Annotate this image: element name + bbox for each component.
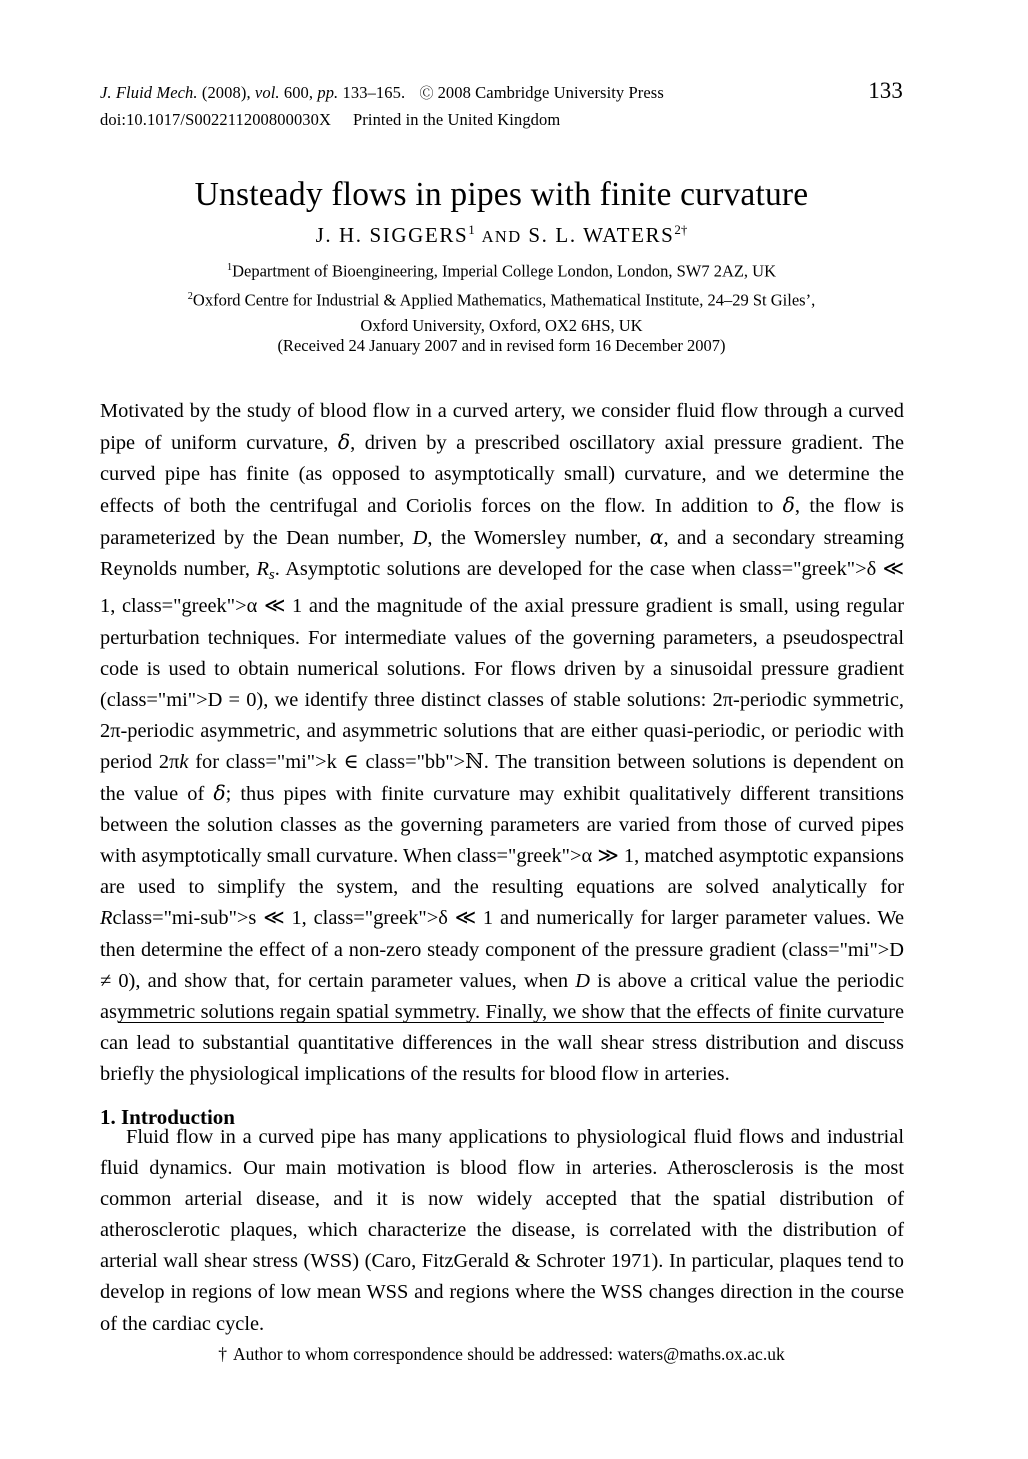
affiliation-2-text: Oxford Centre for Industrial & Applied Mathematics, Mathematical Institute, 24–29 St Giles’,	[192, 290, 816, 310]
affiliation-2	[100, 284, 903, 313]
affiliation-1-marker: 1	[226, 262, 233, 273]
author-first-affiliation-marker: 1	[468, 222, 475, 237]
section-heading-introduction: 1. Introduction	[100, 1105, 235, 1130]
author-second: S. L. WATERS	[528, 223, 675, 247]
printed-in-text: Printed in the United Kingdom	[353, 110, 561, 129]
abstract-paragraph: Motivated by the study of blood flow in a curved artery, we consider fluid flow through a curved pipe of uniform curvature, δ, driven by a prescribed oscillatory axial pressure gradient. The curved pipe has finite (as opposed to asymptotically small) curvature, and we determine the effects of both the centrifugal and Coriolis forces on the flow. In addition to δ, the flow is parameterized by the Dean number, D, the Womersley number, α, and a secondary streaming Reynolds number, Rs. Asymptotic solutions are developed for the case when class="greek">δ ≪ 1, class="greek">α ≪ 1 and the magnitude of the axial pressure gradient is small, using regular perturbation techniques. For intermediate values of the governing parameters, a pseudospectral code is used to obtain numerical solutions. For flows driven by a sinusoidal pressure gradient (class="mi">D = 0), we identify three distinct classes of stable solutions: 2π-periodic symmetric, 2π-periodic asymmetric, and asymmetric solutions that are either quasi-periodic, or periodic with period 2πk for class="mi">k ∈ class="bb">ℕ. The transition between solutions is dependent on the value of δ; thus pipes with finite curvature may exhibit qualitatively different transitions between the solution classes as the governing parameters are varied from those of curved pipes with asymptotically small curvature. When class="greek">α ≫ 1, matched asymptotic expansions are used to simplify the system, and the resulting equations are solved analytically for Rclass="mi-sub">s ≪ 1, class="greek">δ ≪ 1 and numerically for larger parameter values. We then determine the effect of a non-zero steady component of the pressure gradient (class="mi">D ≠ 0), and show that, for certain parameter values, when D is above a critical value the periodic asymmetric solutions regain spatial symmetry. Finally, we show that the effects of finite curvature can lead to substantial quantitative differences in the wall shear stress distribution and discuss briefly the physiological implications of the results for blood flow in arteries.	[100, 400, 905, 1085]
affiliations	[100, 255, 903, 339]
horizontal-rule-divider	[118, 1022, 884, 1023]
pages-label: pp.	[317, 83, 339, 102]
doi-line	[100, 107, 903, 133]
journal-citation-line	[100, 78, 903, 107]
corresponding-author-dagger: †	[680, 222, 688, 237]
journal-citation	[100, 80, 664, 107]
introduction-paragraph: Fluid flow in a curved pipe has many applications to physiological fluid flows and industrial fluid dynamics. Our main motivation is blood flow in arteries. Atherosclerosis is the most common arterial disease, and it is now widely accepted that the spatial distribution of atherosclerotic plaques, which characterize the disease, is correlated with the distribution of arterial wall shear stress (WSS) (Caro, FitzGerald & Schroter 1971). In particular, plaques tend to develop in regions of low mean WSS and regions where the WSS changes direction in the course of the cardiac cycle.	[100, 1126, 904, 1335]
author-conjunction: AND	[481, 227, 522, 246]
journal-year: (2008),	[201, 83, 251, 102]
copyright-icon: Ⓒ	[419, 87, 434, 102]
journal-name: J. Fluid Mech.	[100, 83, 198, 102]
abstract	[100, 396, 904, 1090]
copyright-text: 2008 Cambridge University Press	[437, 83, 664, 102]
footnote	[100, 1341, 903, 1367]
affiliation-1	[100, 255, 903, 284]
affiliation-2-marker: 2	[187, 291, 193, 302]
author-first: J. H. SIGGERS	[315, 223, 469, 247]
page-range: 133–165.	[342, 83, 406, 102]
footnote-dagger-icon: †	[218, 1344, 228, 1364]
received-dates: (Received 24 January 2007 and in revised form 16 December 2007)	[277, 336, 726, 355]
volume-label: vol.	[254, 83, 280, 102]
page-title: Unsteady flows in pipes with finite curvature	[194, 176, 809, 214]
introduction-body	[100, 1122, 904, 1340]
affiliation-2-continued: Oxford University, Oxford, OX2 6HS, UK	[360, 316, 643, 335]
affiliation-1-text: Department of Bioengineering, Imperial College London, London, SW7 2AZ, UK	[232, 261, 777, 281]
author-line	[100, 215, 903, 252]
doi-text: doi:10.1017/S002211200800030X	[100, 110, 332, 129]
footnote-text: Author to whom correspondence should be addressed: waters@maths.ox.ac.uk	[233, 1344, 785, 1364]
running-head	[100, 78, 903, 133]
page-number: 133	[868, 78, 903, 103]
volume-number: 600,	[283, 83, 314, 102]
author-second-affiliation-marker: 2	[674, 222, 681, 237]
